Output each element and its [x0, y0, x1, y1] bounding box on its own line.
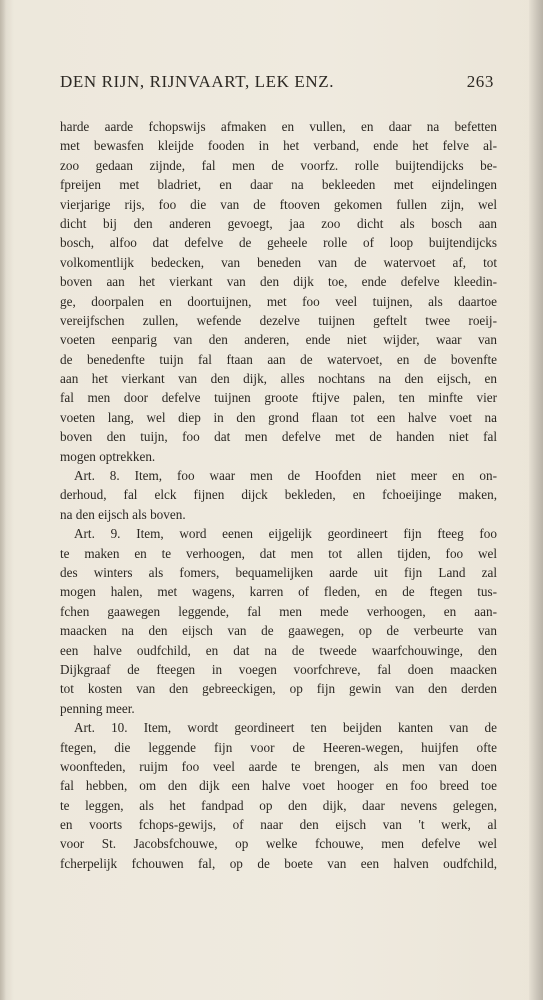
text-line: een halve oudfchild, en dat na de tweede waarfchouwinge, den: [60, 642, 497, 658]
text-line: voor St. Jacobsfchouwe, op welke fchouwe, men defelve wel: [60, 836, 497, 852]
body-text: [60, 117, 497, 873]
text-line: te leggen, als het fandpad op den dijk, daar nevens gelegen,: [60, 797, 497, 813]
text-line: zoo gedaan zijnde, fal men de voorfz. rolle buijtendijcks be-: [60, 157, 497, 173]
text-line: de benedenfte tuijn fal ftaan aan de watervoet, en de bovenfte: [60, 351, 497, 367]
text-line: Art. 8. Item, foo waar men de Hoofden niet meer en on-: [74, 468, 497, 484]
text-line: des winters als fomers, bequamelijken aarde uit fijn Land zal: [60, 564, 497, 580]
text-line: derhoud, fal elck fijnen dijck bekleden, en fchoeijinge maken,: [60, 487, 497, 503]
page-header: [60, 72, 494, 96]
page-number: 263: [466, 72, 494, 91]
text-line: fcherpelijk fchouwen fal, op de boete van een halven oudfchild,: [60, 855, 497, 871]
text-line: na den eijsch als boven.: [60, 506, 186, 522]
text-line: en voorts fchops-gewijs, of naar den eijsch van 't werk, al: [60, 817, 497, 833]
page-edge: [529, 0, 543, 1000]
text-line: voeten lang, wel diep in den grond flaan tot een halve voet na: [60, 409, 497, 425]
text-line: fal men door defelve tuijnen groote ftijve palen, ten minfte vier: [60, 390, 497, 406]
text-line: volkomentlijk bedecken, van beneden van de watervoet af, tot: [60, 254, 497, 270]
text-line: vereijfschen zullen, wefende dezelve tuijnen geftelt twee roeij-: [60, 312, 497, 328]
text-line: Art. 9. Item, word eenen eijgelijk geordineert fijn fteeg foo: [74, 526, 497, 542]
text-line: aan het vierkant van den dijk, alles nochtans na den eijsch, en: [60, 371, 497, 387]
text-line: te maken en te verhoogen, dat men tot allen tijden, foo wel: [60, 545, 497, 561]
text-line: boven aan het vierkant van den dijk toe, ende defelve kleedin-: [60, 274, 497, 290]
text-line: maacken na den eijsch van de gaawegen, op de verbeurte van: [60, 623, 497, 639]
text-line: fpreijen met bladriet, en daar na bekleeden met eijndelingen: [60, 177, 497, 193]
text-line: ge, doorpalen en doortuijnen, met foo veel tuijnen, als daartoe: [60, 293, 497, 309]
gutter-shadow: [0, 0, 6, 1000]
text-line: met bewasfen kleijde fooden in het verband, ende het felve al-: [60, 138, 497, 154]
text-line: fchen gaawegen leggende, fal men mede verhoogen, en aan-: [60, 603, 497, 619]
text-line: mogen optrekken.: [60, 448, 156, 464]
text-line: mogen halen, met wagens, karren of fleden, en de ftegen tus-: [60, 584, 497, 600]
text-line: boven den tuijn, foo dat men defelve met de handen niet fal: [60, 429, 497, 445]
text-line: fal hebben, om den dijk een halve voet hooger en foo breed toe: [60, 778, 497, 794]
text-line: harde aarde fchopswijs afmaken en vullen, en daar na befetten: [60, 119, 497, 134]
running-head: DEN RIJN, RIJNVAART, LEK ENZ.: [60, 72, 335, 91]
text-line: voeten eenparig van den anderen, ende niet wijder, waar van: [60, 332, 497, 348]
text-line: woonfteden, ruijm foo veel aarde te brengen, als men van doen: [60, 758, 497, 774]
text-line: penning meer.: [60, 700, 135, 716]
text-line: bosch, alfoo dat defelve de geheele rolle of loop buijtendijcks: [60, 235, 497, 251]
text-line: vierjarige rijs, foo die van de ftooven gekomen fullen zijn, wel: [60, 196, 497, 212]
text-line: tot kosten van den gebreeckigen, op fijn gewin van den derden: [60, 681, 497, 697]
text-line: ftegen, die leggende fijn voor de Heeren-wegen, huijfen ofte: [60, 739, 497, 755]
text-line: dicht bij den anderen gevoegt, jaa zoo dicht als bosch aan: [60, 215, 497, 231]
text-line: Art. 10. Item, wordt geordineert ten beijden kanten van de: [74, 720, 497, 736]
text-line: Dijkgraaf de fteegen in voegen voorfchreve, fal doen maacken: [60, 661, 497, 677]
